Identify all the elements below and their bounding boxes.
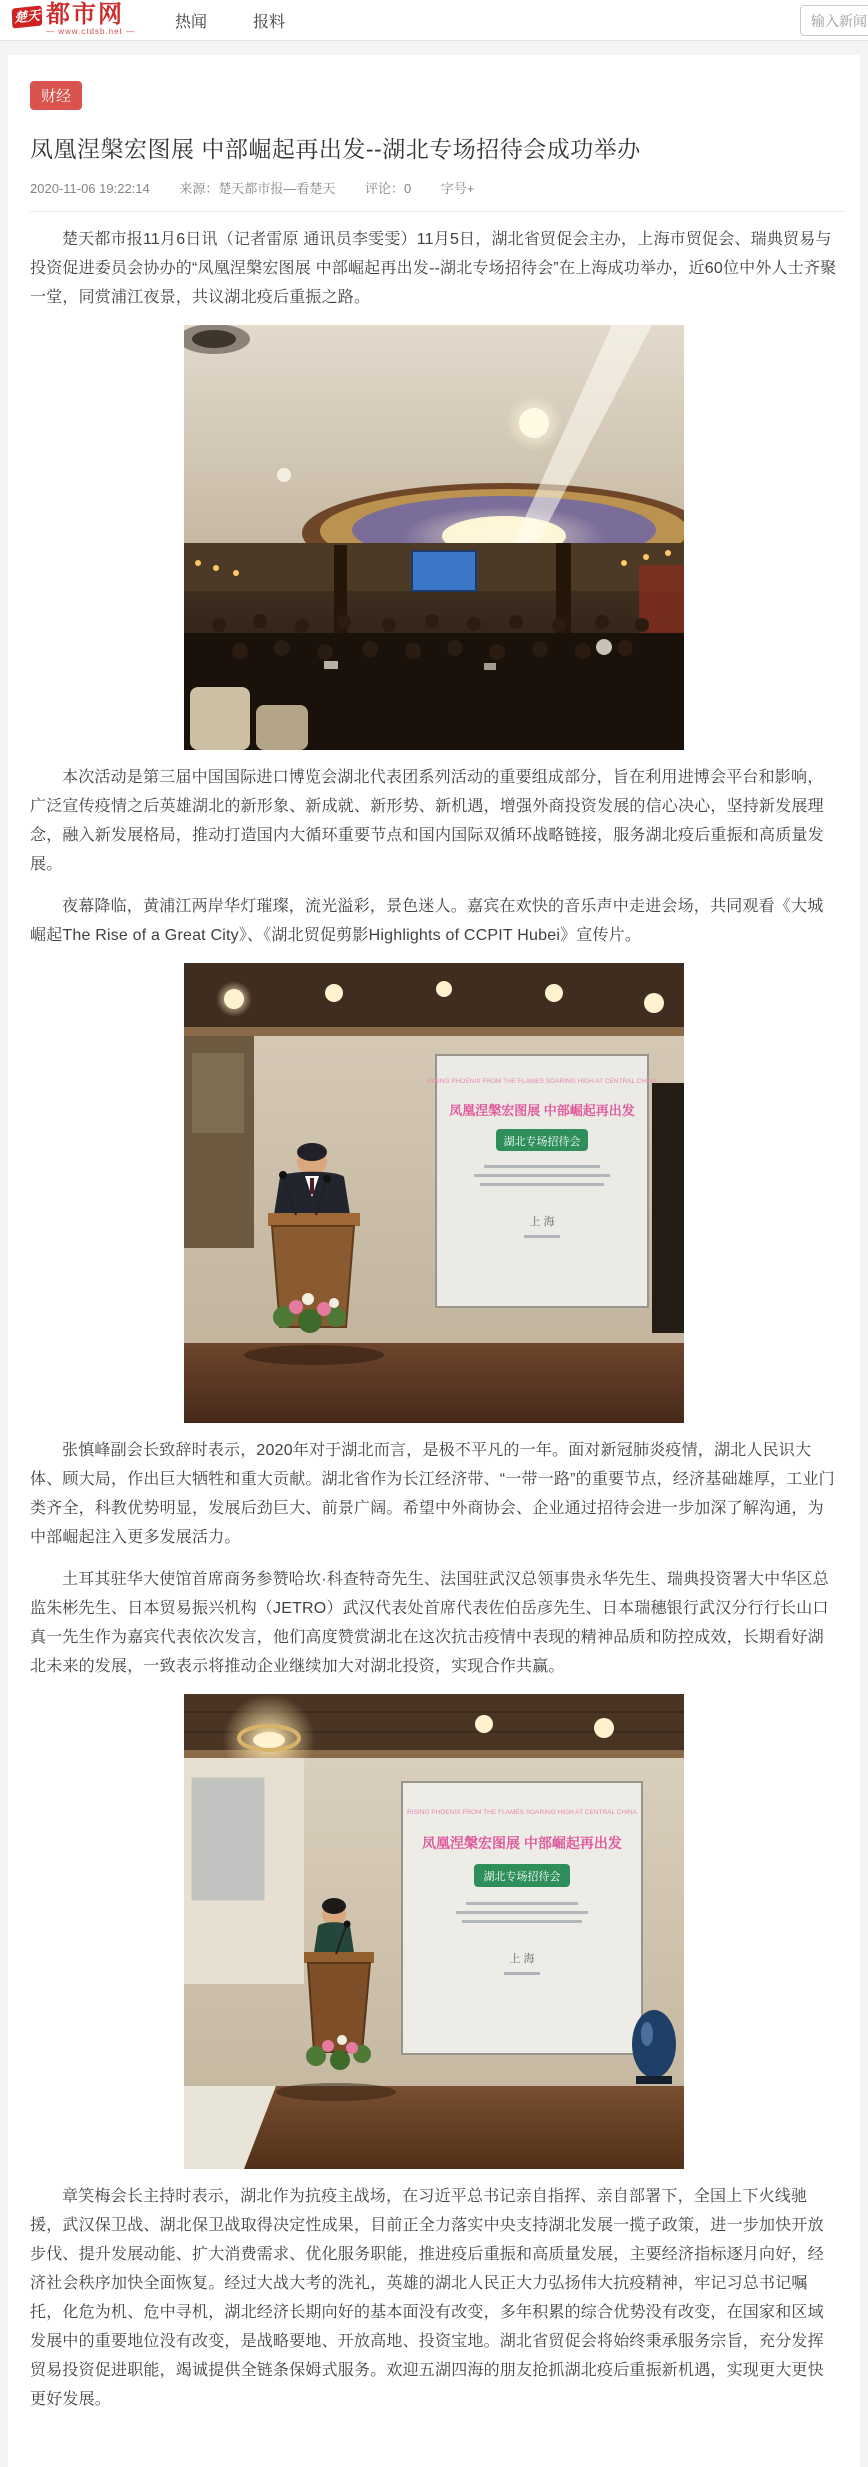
paragraph: 夜幕降临，黄浦江两岸华灯璀璨，流光溢彩，景色迷人。嘉宾在欢快的音乐声中走进会场，共同观看《大城崛起The Rise of a Great City》、《湖北贸促剪影Highlights of CCPIT Hubei》宣传片。 <box>30 898 824 944</box>
male-speaker-image <box>184 963 684 1423</box>
paragraph: 章笑梅会长主持时表示，湖北作为抗疫主战场，在习近平总书记亲自指挥、亲自部署下，全国上下火线驰援，武汉保卫战、湖北保卫战取得决定性成果，目前正全力落实中央支持湖北发展一揽子政策，进一步加快开放步伐、提升发展动能、扩大消费需求、优化服务职能，推进疫后重振和高质量发展，主要经济指标逐月向好，经济社会秩序加快全面恢复。经过大战大考的洗礼，英雄的湖北人民正大力弘扬伟大抗疫精神，牢记习总书记嘱托，化危为机、危中寻机，湖北经济长期向好的基本面没有改变，多年积累的综合优势没有改变，在国家和区域发展中的重要地位没有改变，是战略要地、开放高地、投资宝地。湖北省贸促会将始终秉承服务宗旨，充分发挥贸易投资促进职能，竭诚提供全链条保姆式服务。欢迎五湖四海的朋友抢抓湖北疫后重振新机遇，实现更大更快更好发展。 <box>30 2188 824 2408</box>
slide-title-en: RISING PHOENIX FROM THE FLAMES SOARING HIGH AT CENTRAL CHINA <box>427 1078 657 1085</box>
distant-screen <box>412 551 476 591</box>
slide-title-cn: 凤凰涅槃宏图展 中部崛起再出发 <box>449 1103 635 1118</box>
source-label: 来源：楚天都市报—看楚天 <box>179 181 336 196</box>
slide-city: 上 海 <box>529 1216 555 1228</box>
article-photo-female-speaker <box>184 1694 684 2169</box>
slide-badge-label: 湖北专场招待会 <box>483 1871 561 1883</box>
banquet-hall-image <box>184 325 684 750</box>
wood-ceiling <box>184 963 684 1027</box>
logo-url: — www.ctdsb.net — <box>46 27 136 36</box>
slide-badge-label: 湖北专场招待会 <box>503 1136 581 1148</box>
article-body <box>22 225 846 2414</box>
projection-screen <box>402 1782 642 2054</box>
projection-screen <box>427 1055 657 1307</box>
logo-seal-icon: 楚天 <box>12 5 43 28</box>
slide-title-cn: 凤凰涅槃宏图展 中部崛起再出发 <box>422 1835 622 1851</box>
paragraph: 本次活动是第三届中国国际进口博览会湖北代表团系列活动的重要组成部分，旨在利用进博会平台和影响，广泛宣传疫情之后英雄湖北的新形象、新成就、新形势、新机遇，增强外商投资发展的信心决心，坚持新发展理念，融入新发展格局，推动打造国内大循环重要节点和国内国际双循环战略链接，服务湖北疫后重振和高质量发展。 <box>30 769 824 873</box>
nav-item-hotnews[interactable]: 热闻 <box>175 13 208 31</box>
comments-count[interactable]: 评论：0 <box>365 181 412 196</box>
article-title: 凤凰涅槃宏图展 中部崛起再出发--湖北专场招待会成功举办 <box>30 136 641 162</box>
paragraph: 张慎峰副会长致辞时表示，2020年对于湖北而言，是极不平凡的一年。面对新冠肺炎疫情，湖北人民识大体、顾大局，作出巨大牺牲和重大贡献。湖北省作为长江经济带、“一带一路”的重要节点，经济基础雄厚，工业门类齐全，科教优势明显，发展后劲巨大、前景广阔。希望中外商协会、企业通过招待会进一步加深了解沟通，为中部崛起注入更多发展活力。 <box>30 1442 835 1546</box>
publish-datetime: 2020-11-06 19:22:14 <box>30 181 150 196</box>
chair-cover <box>256 705 308 750</box>
chair-cover <box>190 687 250 750</box>
site-logo[interactable] <box>12 3 135 37</box>
female-speaker-image <box>184 1694 684 2169</box>
search-input[interactable] <box>800 5 868 36</box>
category-badge[interactable]: 财经 <box>30 81 82 110</box>
slide-title-en: RISING PHOENIX FROM THE FLAMES SOARING HIGH AT CENTRAL CHINA <box>407 1809 637 1816</box>
article-card <box>8 55 860 2467</box>
paragraph: 楚天都市报11月6日讯（记者雷原 通讯员李雯雯）11月5日，湖北省贸促会主办，上海市贸促会、瑞典贸易与投资促进委员会协办的“凤凰涅槃宏图展 中部崛起再出发--湖北专场招待会”在上海成功举办，近60位中外人士齐聚一堂，同赏浦江夜景，共议湖北疫后重振之路。 <box>30 231 837 306</box>
article-photo-male-speaker <box>184 963 684 1423</box>
article-meta <box>30 178 846 212</box>
site-header <box>0 0 868 41</box>
slide-city: 上 海 <box>509 1953 535 1965</box>
paragraph: 土耳其驻华大使馆首席商务参赞哈坎·科查特奇先生、法国驻武汉总领事贵永华先生、瑞典投资署大中华区总监朱彬先生、日本贸易振兴机构（JETRO）武汉代表处首席代表佐伯岳彦先生、日本瑞穗银行武汉分行行长山口真一先生作为嘉宾代表依次发言，他们高度赞赏湖北在这次抗击疫情中表现的精神品质和防控成效，长期看好湖北未来的发展，一致表示将推动企业继续加大对湖北投资，实现合作共赢。 <box>30 1571 829 1675</box>
top-nav <box>175 9 285 32</box>
nav-item-tipoff[interactable]: 报料 <box>253 13 286 31</box>
logo-name: 都市网 <box>46 1 124 28</box>
article-photo-banquet-hall <box>184 325 684 750</box>
font-size-button[interactable]: 字号+ <box>440 181 475 196</box>
window <box>192 1778 264 1900</box>
doorway <box>652 1083 684 1333</box>
